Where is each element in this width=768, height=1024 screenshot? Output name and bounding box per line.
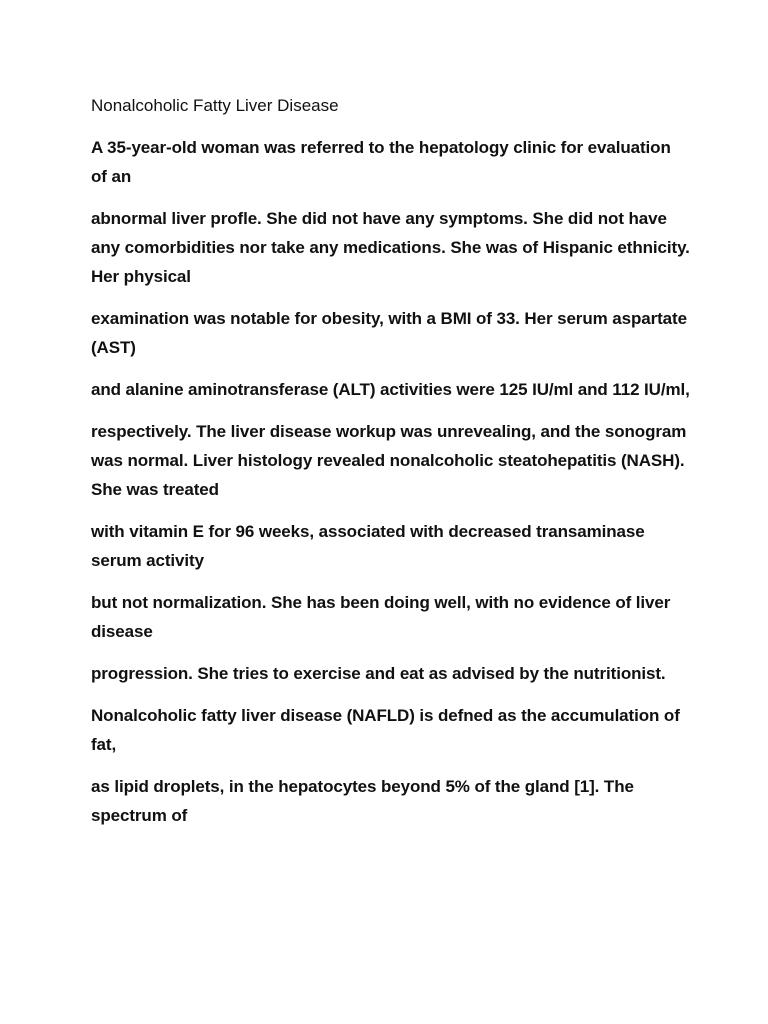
- document-title: Nonalcoholic Fatty Liver Disease: [91, 96, 339, 115]
- paragraph: but not normalization. She has been doing well, with no evidence of liver disease: [91, 593, 671, 641]
- paragraph: A 35-year-old woman was referred to the hepatology clinic for evaluation of an: [91, 138, 671, 186]
- paragraph: as lipid droplets, in the hepatocytes beyond 5% of the gland [1]. The spectrum of: [91, 777, 634, 825]
- paragraph: progression. She tries to exercise and eat as advised by the nutritionist.: [91, 664, 666, 683]
- paragraph: with vitamin E for 96 weeks, associated with decreased transaminase serum activity: [91, 522, 645, 570]
- document-body: [91, 93, 691, 843]
- paragraph: respectively. The liver disease workup was unrevealing, and the sonogram was normal. Liver histology revealed nonalcoholic steatohepatitis (NASH). She was treated: [91, 422, 687, 499]
- paragraph: abnormal liver profle. She did not have any symptoms. She did not have any comorbidities nor take any medications. She was of Hispanic ethnicity. Her physical: [91, 209, 690, 286]
- paragraph: Nonalcoholic fatty liver disease (NAFLD) is defned as the accumulation of fat,: [91, 706, 680, 754]
- paragraph: and alanine aminotransferase (ALT) activities were 125 IU/ml and 112 IU/ml,: [91, 380, 690, 399]
- paragraph: examination was notable for obesity, with a BMI of 33. Her serum aspartate (AST): [91, 309, 687, 357]
